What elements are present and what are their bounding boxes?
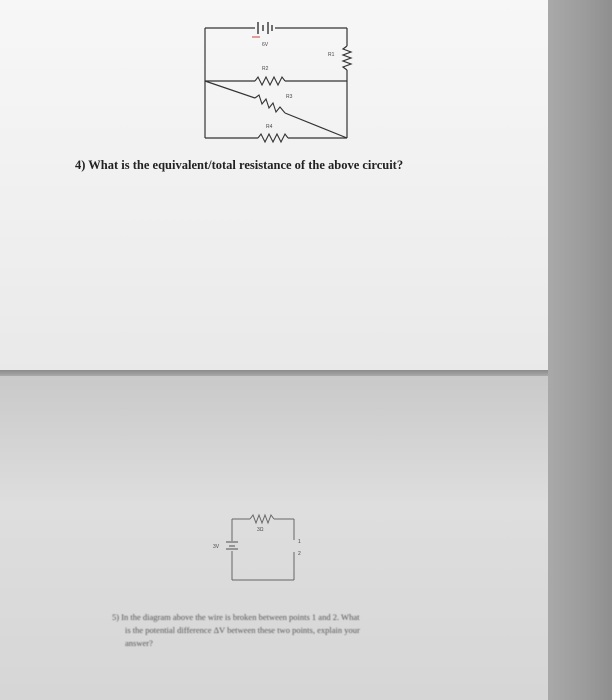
battery-label: 6V [262, 42, 269, 48]
circuit-diagram-2 [210, 505, 320, 590]
resistor-label-r1: R1 [328, 52, 335, 58]
resistor-r2 [255, 77, 285, 85]
point-label-2: 2 [298, 551, 301, 557]
question-5-text [112, 611, 502, 650]
point-label-1: 1 [298, 539, 301, 545]
resistor-r3 [255, 95, 285, 113]
resistor-label-r4: R4 [266, 124, 273, 130]
resistor-r1 [343, 46, 351, 70]
question-4-text: 4) What is the equivalent/total resistance of the above circuit? [75, 158, 404, 172]
question-5-line-2: is the potential difference ΔV between these two points, explain your [125, 625, 360, 635]
battery-symbol [226, 542, 238, 549]
question-5-line-3: answer? [125, 638, 153, 648]
battery-symbol [258, 22, 272, 34]
question-5-line-1: 5) In the diagram above the wire is broken between points 1 and 2. What [112, 612, 360, 622]
screen-margin [548, 0, 612, 700]
resistor-symbol [250, 515, 274, 523]
circuit-diagram-1 [200, 18, 360, 148]
resistor-r4 [258, 134, 288, 142]
resistor-label: 3Ω [257, 527, 264, 533]
battery-label: 3V [213, 544, 220, 550]
resistor-label-r2: R2 [262, 66, 269, 72]
resistor-label-r3: R3 [286, 94, 293, 100]
